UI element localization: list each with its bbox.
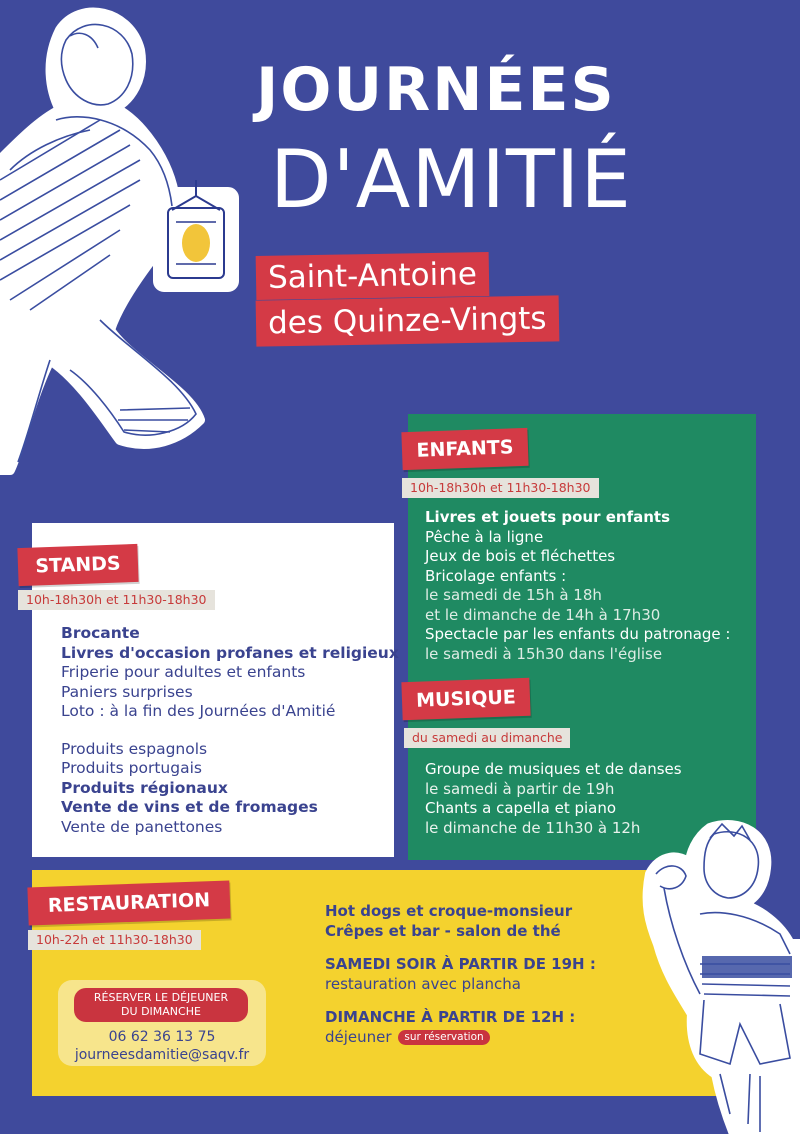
musique-label: MUSIQUE bbox=[401, 678, 530, 720]
list-item: Crêpes et bar - salon de thé bbox=[325, 921, 561, 940]
subtitle-line1: Saint-Antoine bbox=[256, 252, 490, 300]
reserve-lunch-button[interactable] bbox=[74, 988, 248, 1022]
list-item: Friperie pour adultes et enfants bbox=[61, 663, 306, 681]
title-amitie: D'AMITIÉ bbox=[270, 133, 632, 226]
samedi-text: restauration avec plancha bbox=[325, 974, 521, 993]
list-item: le samedi de 15h à 18h bbox=[425, 586, 602, 604]
musique-hours: du samedi au dimanche bbox=[404, 728, 570, 748]
list-item: Brocante bbox=[61, 624, 140, 642]
list-item: Produits espagnols bbox=[61, 739, 208, 758]
enfants-list bbox=[425, 508, 731, 664]
enfants-label: ENFANTS bbox=[401, 428, 528, 470]
list-spacer bbox=[325, 941, 596, 955]
list-item: Pêche à la ligne bbox=[425, 527, 544, 546]
stands-label: STANDS bbox=[17, 544, 138, 586]
list-item: Livres et jouets pour enfants bbox=[425, 508, 671, 526]
reserve-button-line2: DU DIMANCHE bbox=[121, 1005, 201, 1018]
list-spacer bbox=[325, 994, 596, 1008]
list-item: Paniers surprises bbox=[61, 682, 193, 701]
list-item: le samedi à partir de 19h bbox=[425, 779, 615, 798]
email-link[interactable]: journeesdamitie@saqv.fr bbox=[74, 1047, 250, 1063]
list-item: Livres d'occasion profanes et religieux bbox=[61, 643, 399, 662]
list-item: Spectacle par les enfants du patronage : bbox=[425, 625, 731, 643]
list-item: Chants a capella et piano bbox=[425, 799, 617, 817]
list-item: Vente de vins et de fromages bbox=[61, 798, 318, 816]
list-item: et le dimanche de 14h à 17h30 bbox=[425, 605, 661, 624]
list-spacer bbox=[61, 722, 399, 740]
boy-illustration bbox=[630, 814, 800, 1134]
samedi-title: SAMEDI SOIR À PARTIR DE 19H : bbox=[325, 955, 596, 973]
restauration-label: RESTAURATION bbox=[27, 880, 230, 925]
list-item: Groupe de musiques et de danses bbox=[425, 760, 682, 778]
subtitle-line2: des Quinze-Vingts bbox=[256, 295, 559, 346]
loto-label: Loto : bbox=[61, 702, 105, 720]
list-item: le dimanche de 11h30 à 12h bbox=[425, 818, 641, 837]
dimanche-line bbox=[325, 1028, 596, 1048]
list-item: Hot dogs et croque-monsieur bbox=[325, 902, 573, 920]
list-item: le samedi à 15h30 dans l'église bbox=[425, 644, 663, 663]
reservation-pill: sur réservation bbox=[398, 1030, 489, 1045]
girl-with-lantern-illustration bbox=[0, 0, 260, 490]
stands-list bbox=[61, 624, 399, 837]
reserve-button-line1: RÉSERVER LE DÉJEUNER bbox=[93, 991, 229, 1004]
reservation-box bbox=[58, 980, 266, 1066]
restauration-hours: 10h-22h et 11h30-18h30 bbox=[28, 930, 201, 950]
list-item: Jeux de bois et fléchettes bbox=[425, 547, 616, 565]
enfants-hours: 10h-18h30h et 11h30-18h30 bbox=[402, 478, 599, 498]
dimanche-title: DIMANCHE À PARTIR DE 12H : bbox=[325, 1008, 576, 1026]
phone-number[interactable]: 06 62 36 13 75 bbox=[108, 1029, 216, 1045]
list-item: Produits régionaux bbox=[61, 778, 228, 797]
loto-text: à la fin des Journées d'Amitié bbox=[104, 702, 336, 720]
list-item-loto bbox=[61, 702, 399, 722]
list-item: Bricolage enfants : bbox=[425, 566, 567, 585]
dimanche-text: déjeuner bbox=[325, 1027, 392, 1046]
list-item: Produits portugais bbox=[61, 759, 202, 777]
restauration-list bbox=[325, 902, 596, 1047]
list-item: Vente de panettones bbox=[61, 817, 223, 836]
title-journees: JOURNÉES bbox=[256, 55, 616, 125]
stands-hours: 10h-18h30h et 11h30-18h30 bbox=[18, 590, 215, 610]
